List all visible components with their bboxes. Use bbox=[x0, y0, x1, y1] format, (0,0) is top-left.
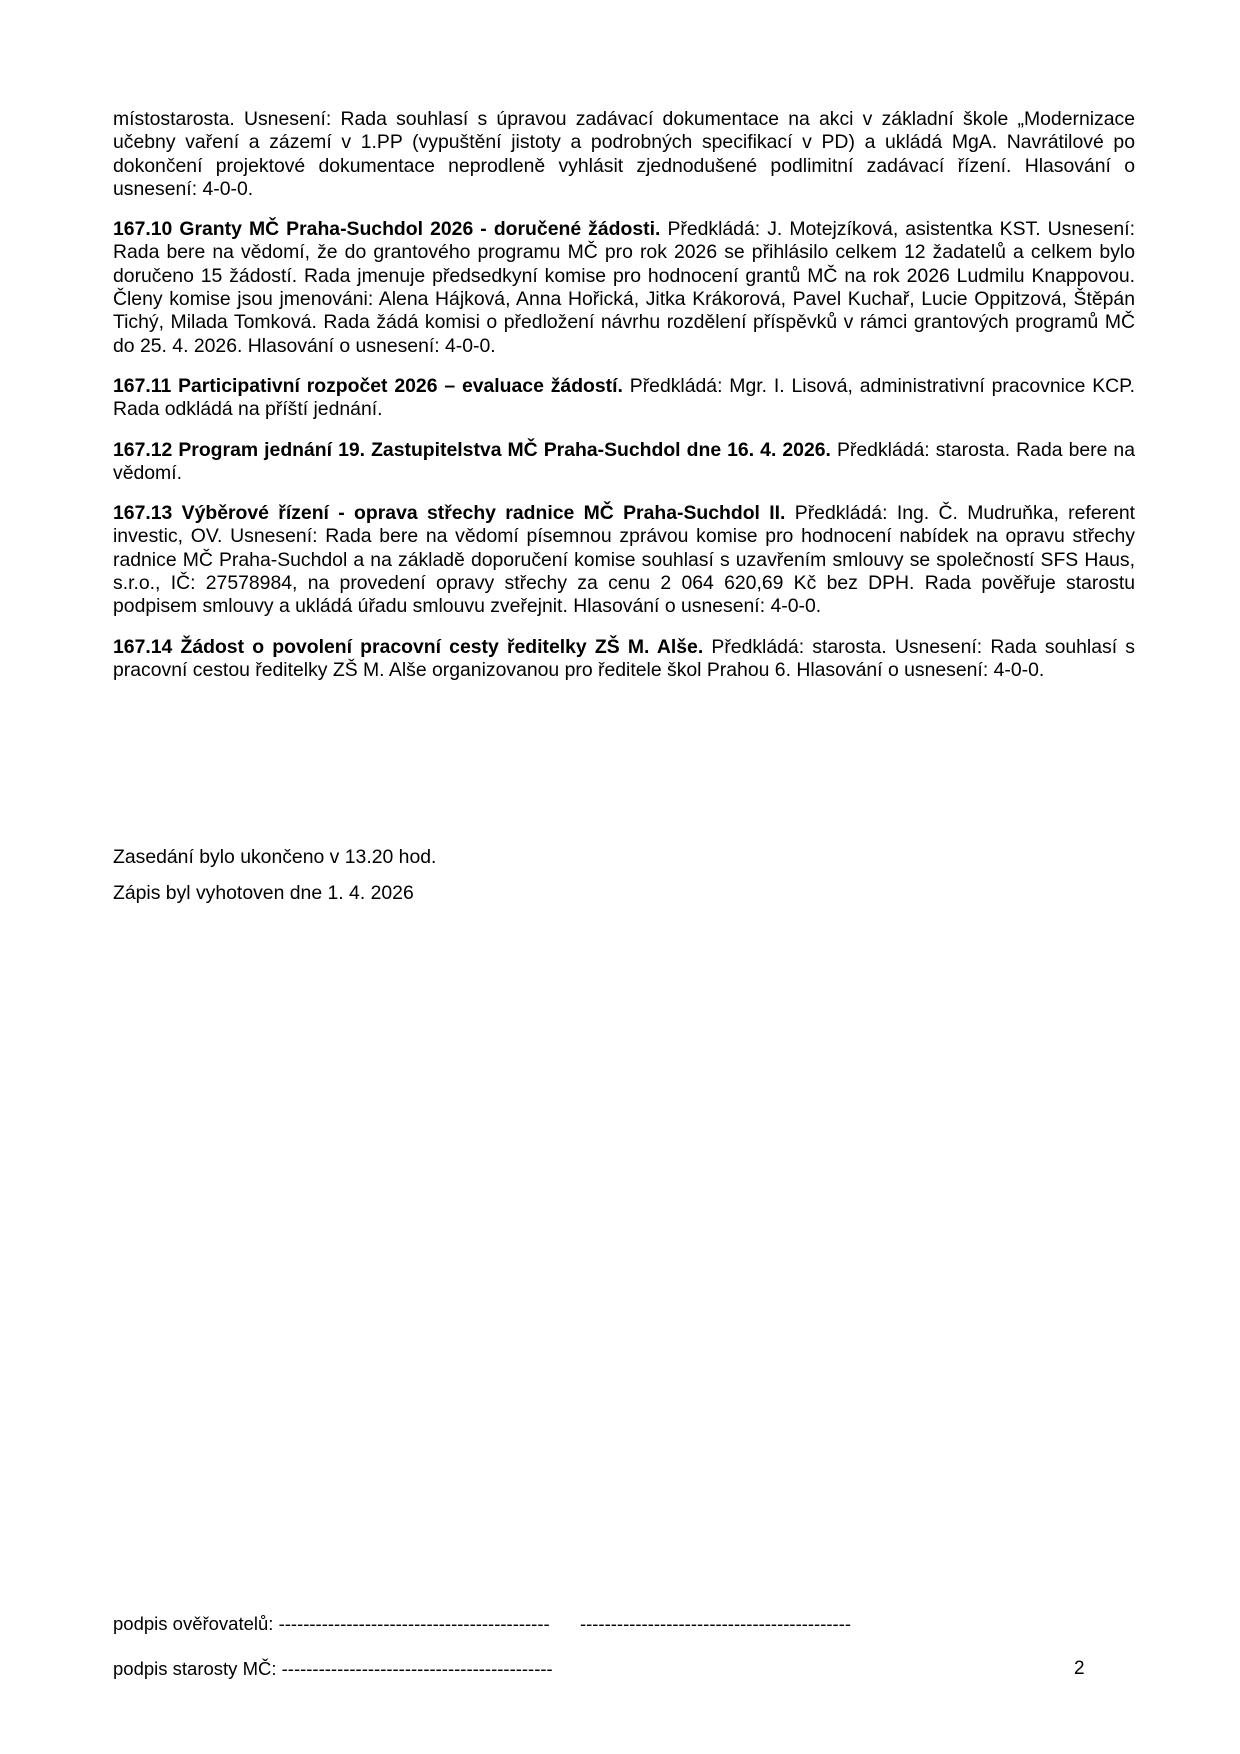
agenda-item-body: Předkládá: starosta. Usnesení: Rada souhlasí s pracovní cestou ředitelky ZŠ M. Alše organizovanou pro ředitele škol Prahou 6. Hlasování o usnesení: 4-0-0. bbox=[113, 635, 1135, 681]
verifiers-signature-label: podpis ověřovatelů: bbox=[113, 1613, 274, 1634]
agenda-item-heading: 167.11 Participativní rozpočet 2026 – evaluace žádostí. bbox=[113, 374, 623, 397]
agenda-item-body: Předkládá: starosta. Rada bere na vědomí. bbox=[113, 438, 1135, 484]
agenda-item-167-13 bbox=[113, 502, 1135, 618]
verifier-signature-line-1: -------------------------------------------- bbox=[278, 1613, 550, 1634]
session-end-note: Zasedání bylo ukončeno v 13.20 hod. bbox=[113, 846, 437, 868]
agenda-item-heading: 167.10 Granty MČ Praha-Suchdol 2026 - doručené žádosti. bbox=[113, 218, 661, 241]
minutes-date-note: Zápis byl vyhotoven dne 1. 4. 2026 bbox=[113, 882, 414, 904]
agenda-item-body: Předkládá: Ing. Č. Mudruňka, referent investic, OV. Usnesení: Rada bere na vědomí písemnou zprávou komise pro hodnocení nabídek na opravu střechy radnice MČ Praha-Suchdol a na základě doporučení komise souhlasí s uzavřením smlouvy se společností SFS Haus, s.r.o., IČ: 27578984, na provedení opravy střechy za cenu 2 064 620,69 Kč bez DPH. Rada pověřuje starostu podpisem smlouvy a ukládá úřadu smlouvu zveřejnit. Hlasování o usnesení: 4-0-0. bbox=[113, 502, 1135, 618]
agenda-item-body: Předkládá: J. Motejzíková, asistentka KST. Usnesení: Rada bere na vědomí, že do grantového programu MČ pro rok 2026 se přihlásilo celkem 12 žadatelů a celkem bylo doručeno 15 žádostí. Rada jmenuje předsedkyní komise pro hodnocení grantů MČ na rok 2026 Ludmilu Knappovou. Členy komise jsou jmenováni: Alena Hájková, Anna Hořická, Jitka Krákorová, Pavel Kuchař, Lucie Oppitzová, Štěpán Tichý, Milada Tomková. Rada žádá komisi o předložení návrhu rozdělení příspěvků v rámci grantových programů MČ do 25. 4. 2026. Hlasování o usnesení: 4-0-0. bbox=[113, 218, 1135, 357]
agenda-item-167-10 bbox=[113, 218, 1135, 358]
page-number: 2 bbox=[1074, 1658, 1085, 1679]
verifiers-signature-row bbox=[113, 1613, 851, 1635]
agenda-item-heading: 167.12 Program jednání 19. Zastupitelstva MČ Praha-Suchdol dne 16. 4. 2026. bbox=[113, 438, 831, 461]
agenda-item-heading: 167.14 Žádost o povolení pracovní cesty ředitelky ZŠ M. Alše. bbox=[113, 635, 704, 658]
mayor-signature-row bbox=[113, 1658, 553, 1680]
mayor-signature-line: -------------------------------------------- bbox=[281, 1658, 553, 1679]
agenda-item-167-14 bbox=[113, 636, 1135, 683]
verifier-signature-line-2: -------------------------------------------- bbox=[579, 1613, 852, 1634]
document-body bbox=[113, 108, 1135, 699]
agenda-item-167-12 bbox=[113, 439, 1135, 486]
agenda-item-167-11 bbox=[113, 375, 1135, 422]
agenda-item-body: Předkládá: Mgr. I. Lisová, administrativní pracovnice KCP. Rada odkládá na příští jednání. bbox=[113, 374, 1135, 421]
intro-paragraph: místostarosta. Usnesení: Rada souhlasí s úpravou zadávací dokumentace na akci v základní škole „Modernizace učebny vaření a zázemí v 1.PP (vypuštění jistoty a podrobných specifikací v PD) a ukládá MgA. Navrátilové po dokončení projektové dokumentace neprodleně vyhlásit zjednodušené podlimitní zadávací řízení. Hlasování o usnesení: 4-0-0. bbox=[113, 108, 1135, 200]
agenda-item-heading: 167.13 Výběrové řízení - oprava střechy radnice MČ Praha-Suchdol II. bbox=[113, 502, 786, 525]
mayor-signature-label: podpis starosty MČ: bbox=[113, 1658, 277, 1679]
